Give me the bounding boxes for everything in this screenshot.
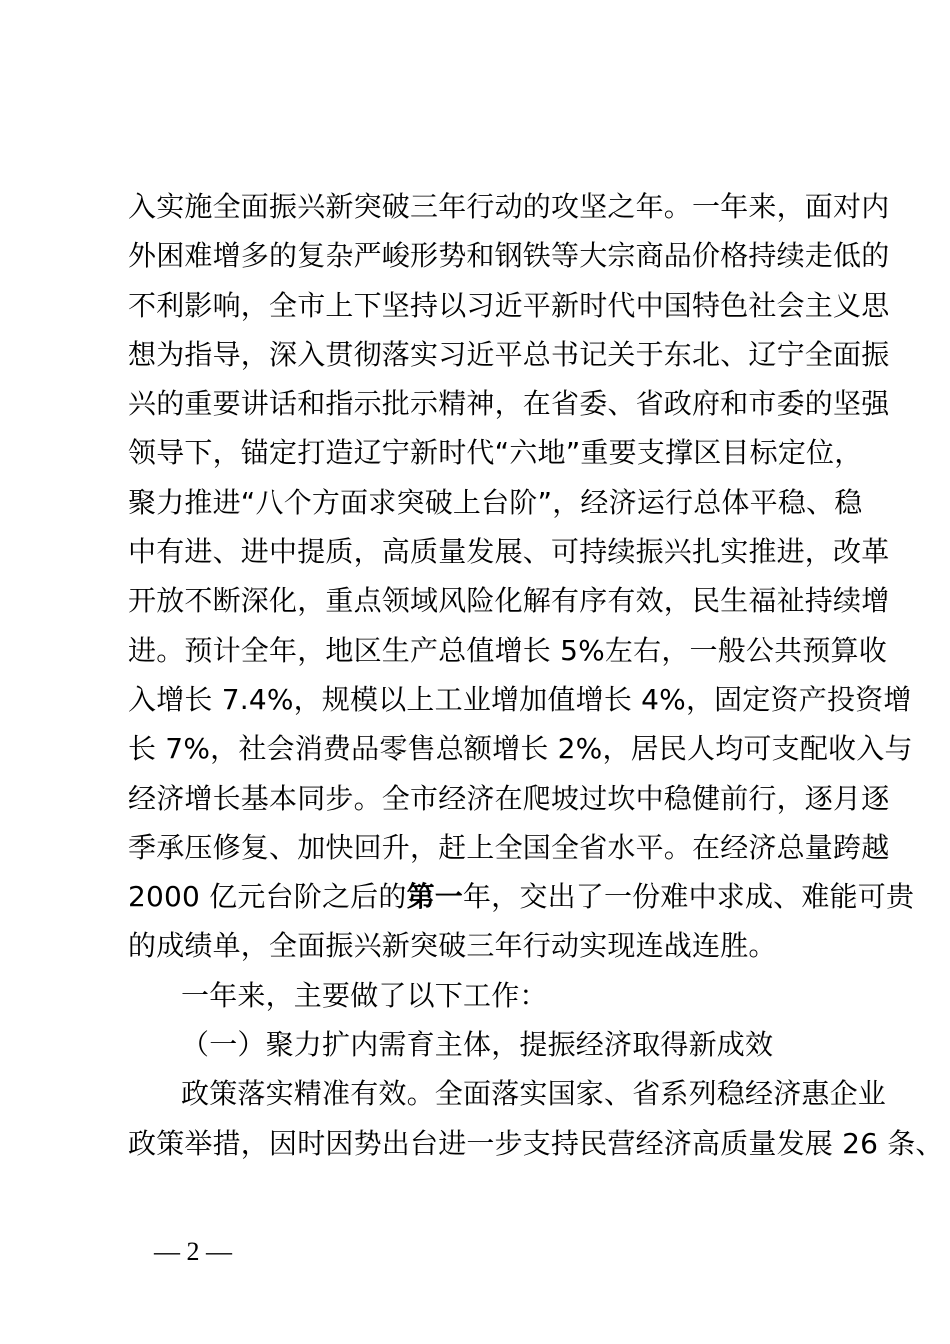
text-line: 的成绩单，全面振兴新突破三年行动实现连战连胜。	[128, 929, 777, 963]
text-line: 入增长 7.4%，规模以上工业增加值增长 4%，固定资产投资增	[128, 682, 912, 716]
text-line: 想为指导，深入贯彻落实习近平总书记关于东北、辽宁全面振	[128, 337, 890, 371]
text-line: 领导下，锚定打造辽宁新时代“六地”重要支撑区目标定位，	[128, 436, 863, 470]
text-line: 政策举措，因时因势出台进一步支持民营经济高质量发展 26 条、	[128, 1126, 944, 1160]
text-line: 经济增长基本同步。全市经济在爬坡过坎中稳健前行，逐月逐	[128, 781, 890, 815]
text-line: 季承压修复、加快回升，赶上全国全省水平。在经济总量跨越	[128, 830, 890, 864]
text-line: 进。预计全年，地区生产总值增长 5%左右，一般公共预算收	[128, 633, 887, 667]
page-number: — 2 —	[154, 1237, 232, 1266]
intro-line: 一年来，主要做了以下工作：	[181, 978, 548, 1012]
bold-emphasis: 第一	[406, 880, 463, 914]
text-line: 中有进、进中提质，高质量发展、可持续振兴扎实推进，改革	[128, 535, 890, 569]
document-body	[128, 182, 944, 1168]
text-line: 开放不断深化，重点领域风险化解有序有效，民生福祉持续增	[128, 584, 890, 618]
text-line: 不利影响，全市上下坚持以习近平新时代中国特色社会主义思	[128, 288, 890, 322]
text-line: 聚力推进“八个方面求突破上台阶”，经济运行总体平稳、稳	[128, 485, 863, 519]
text-line: 外困难增多的复杂严峻形势和钢铁等大宗商品价格持续走低的	[128, 239, 890, 273]
section-heading: （一）聚力扩内需育主体，提振经济取得新成效	[181, 1028, 774, 1062]
text-line: 政策落实精准有效。全面落实国家、省系列稳经济惠企业	[181, 1077, 887, 1111]
text-line-with-emphasis	[128, 872, 915, 921]
text-line: 入实施全面振兴新突破三年行动的攻坚之年。一年来，面对内	[128, 190, 890, 223]
text-line: 兴的重要讲话和指示批示精神，在省委、省政府和市委的坚强	[128, 387, 890, 421]
text-segment: 2000 亿元台阶之后的	[128, 880, 407, 914]
text-segment: 年，交出了一份难中求成、难能可贵	[462, 880, 915, 914]
text-line: 长 7%，社会消费品零售总额增长 2%，居民人均可支配收入与	[128, 732, 913, 766]
